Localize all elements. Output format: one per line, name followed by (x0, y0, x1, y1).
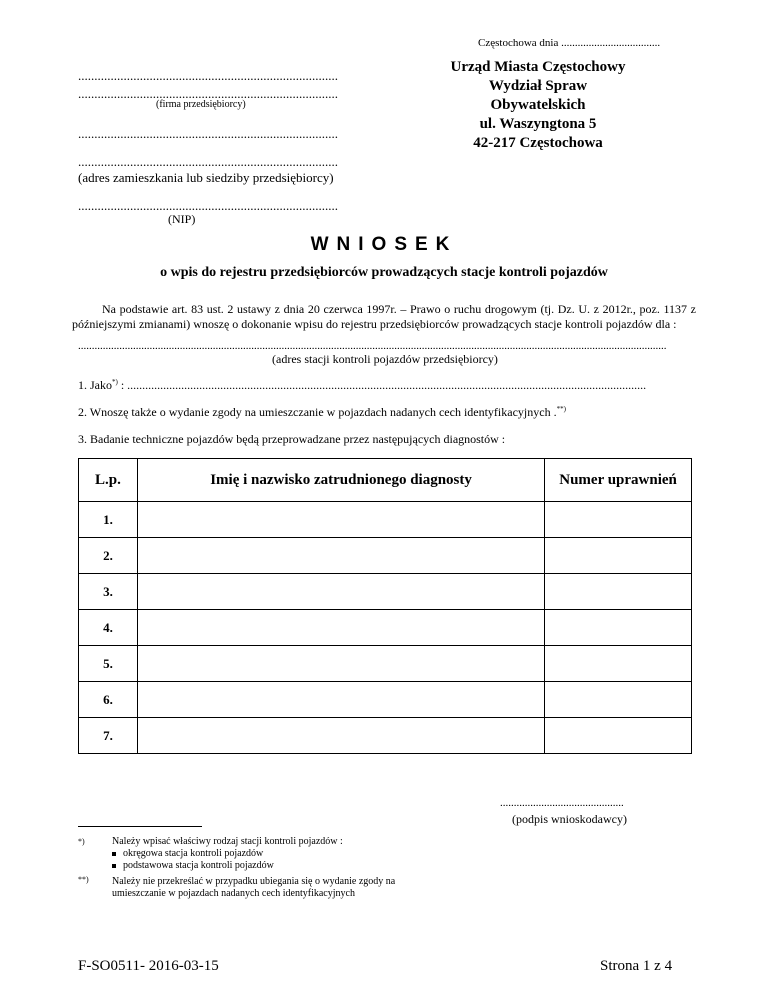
name-cell[interactable] (137, 718, 544, 754)
address-label: (adres zamieszkania lub siedziby przedsiębiorcy) (78, 170, 334, 185)
name-cell[interactable] (137, 646, 544, 682)
office-line: ul. Waszyngtona 5 (479, 116, 597, 132)
nip-dots-line: ................................................................................ (78, 198, 338, 213)
item-2 (78, 405, 566, 420)
nip-label: (NIP) (168, 212, 196, 226)
table-row (79, 646, 692, 682)
table-row (79, 502, 692, 538)
row-number: 4. (79, 610, 138, 646)
header-lp: L.p. (79, 459, 138, 502)
page-number: Strona 1 z 4 (600, 958, 673, 974)
bullet-icon (112, 864, 116, 868)
footnote-1-mark: *) (78, 837, 85, 846)
item-3-text: 3. Badanie techniczne pojazdów będą przeprowadzane przez następujących diagnostów : (78, 432, 506, 446)
license-cell[interactable] (545, 682, 692, 718)
item-1-footnote-mark: *) (112, 378, 118, 386)
intro-paragraph (72, 302, 696, 332)
footnote-2-line: umieszczanie w pojazdach nadanych cech identyfikacyjnych (112, 888, 355, 899)
office-line: Urząd Miasta Częstochowy (450, 59, 626, 75)
name-cell[interactable] (137, 610, 544, 646)
name-cell[interactable] (137, 502, 544, 538)
office-line: Wydział Spraw (488, 78, 588, 94)
signature-label: (podpis wnioskodawcy) (512, 812, 627, 826)
row-number: 1. (79, 502, 138, 538)
footnote-2-mark: **) (78, 875, 89, 884)
address-dots-line-1: ................................................................................ (78, 126, 338, 141)
license-cell[interactable] (545, 610, 692, 646)
row-number: 7. (79, 718, 138, 754)
name-cell[interactable] (137, 538, 544, 574)
name-cell[interactable] (137, 574, 544, 610)
bullet-icon (112, 852, 116, 856)
station-dots-line: ...................................................................................................................................................................................................................... (78, 340, 667, 352)
document-subtitle: o wpis do rejestru przedsiębiorców prowadzących stacje kontroli pojazdów (160, 265, 608, 280)
row-number: 2. (79, 538, 138, 574)
table-row (79, 718, 692, 754)
city-date-line: Częstochowa dnia .................................... (478, 37, 661, 49)
address-dots-line-2: ................................................................................ (78, 154, 338, 169)
form-code: F-SO0511- 2016-03-15 (78, 958, 219, 974)
signature-dots: ............................................. (500, 797, 624, 809)
office-line: Obywatelskich (490, 97, 586, 113)
office-address-block (448, 58, 628, 153)
firma-dots-line-1: ................................................................................ (78, 68, 338, 83)
footnote-1-option-label: okręgowa stacja kontroli pojazdów (123, 848, 264, 859)
header-license-number: Numer uprawnień (545, 459, 692, 502)
license-cell[interactable] (545, 538, 692, 574)
firma-label: (firma przedsiębiorcy) (156, 99, 246, 110)
intro-text: Na podstawie art. 83 ust. 2 ustawy z dnia 20 czerwca 1997r. – Prawo o ruchu drogowym (tj. Dz. U. z 2012r., poz. 1137 z późniejszymi zmianami) wnoszę o dokonanie wpisu do rejestru przedsiębiorców prowadzących stacje kontroli pojazdów dla : (72, 302, 696, 331)
item-1-dots: : ............................................................................................................................................................................. (117, 378, 647, 392)
row-number: 5. (79, 646, 138, 682)
header-name: Imię i nazwisko zatrudnionego diagnosty (137, 459, 544, 502)
item-1-label: 1. Jako (78, 378, 112, 392)
license-cell[interactable] (545, 718, 692, 754)
table-row (79, 538, 692, 574)
footnote-1-option (112, 848, 343, 860)
row-number: 3. (79, 574, 138, 610)
table-row (79, 682, 692, 718)
diagnosticians-table (78, 458, 692, 754)
license-cell[interactable] (545, 574, 692, 610)
item-2-text: 2. Wnoszę także o wydanie zgody na umieszczanie w pojazdach nadanych cech identyfikacyjnych . (78, 405, 557, 419)
item-1 (78, 378, 696, 393)
table-row (79, 610, 692, 646)
footnote-1 (112, 836, 343, 872)
footnote-separator (78, 826, 202, 827)
footnote-2 (112, 876, 395, 900)
item-2-footnote-mark: **) (556, 405, 566, 413)
table-header-row (79, 459, 692, 502)
table-row (79, 574, 692, 610)
footnote-1-option-label: podstawowa stacja kontroli pojazdów (123, 860, 274, 871)
footnote-1-option (112, 860, 343, 872)
document-title: WNIOSEK (310, 234, 458, 255)
footnote-1-text: Należy wpisać właściwy rodzaj stacji kontroli pojazdów : (112, 836, 343, 847)
license-cell[interactable] (545, 646, 692, 682)
station-label: (adres stacji kontroli pojazdów przedsiębiorcy) (272, 352, 498, 366)
name-cell[interactable] (137, 682, 544, 718)
firma-dots-line-2: ................................................................................ (78, 86, 338, 101)
footnote-2-line: Należy nie przekreślać w przypadku ubiegania się o wydanie zgody na (112, 876, 396, 887)
license-cell[interactable] (545, 502, 692, 538)
office-line: 42-217 Częstochowa (473, 135, 603, 151)
row-number: 6. (79, 682, 138, 718)
